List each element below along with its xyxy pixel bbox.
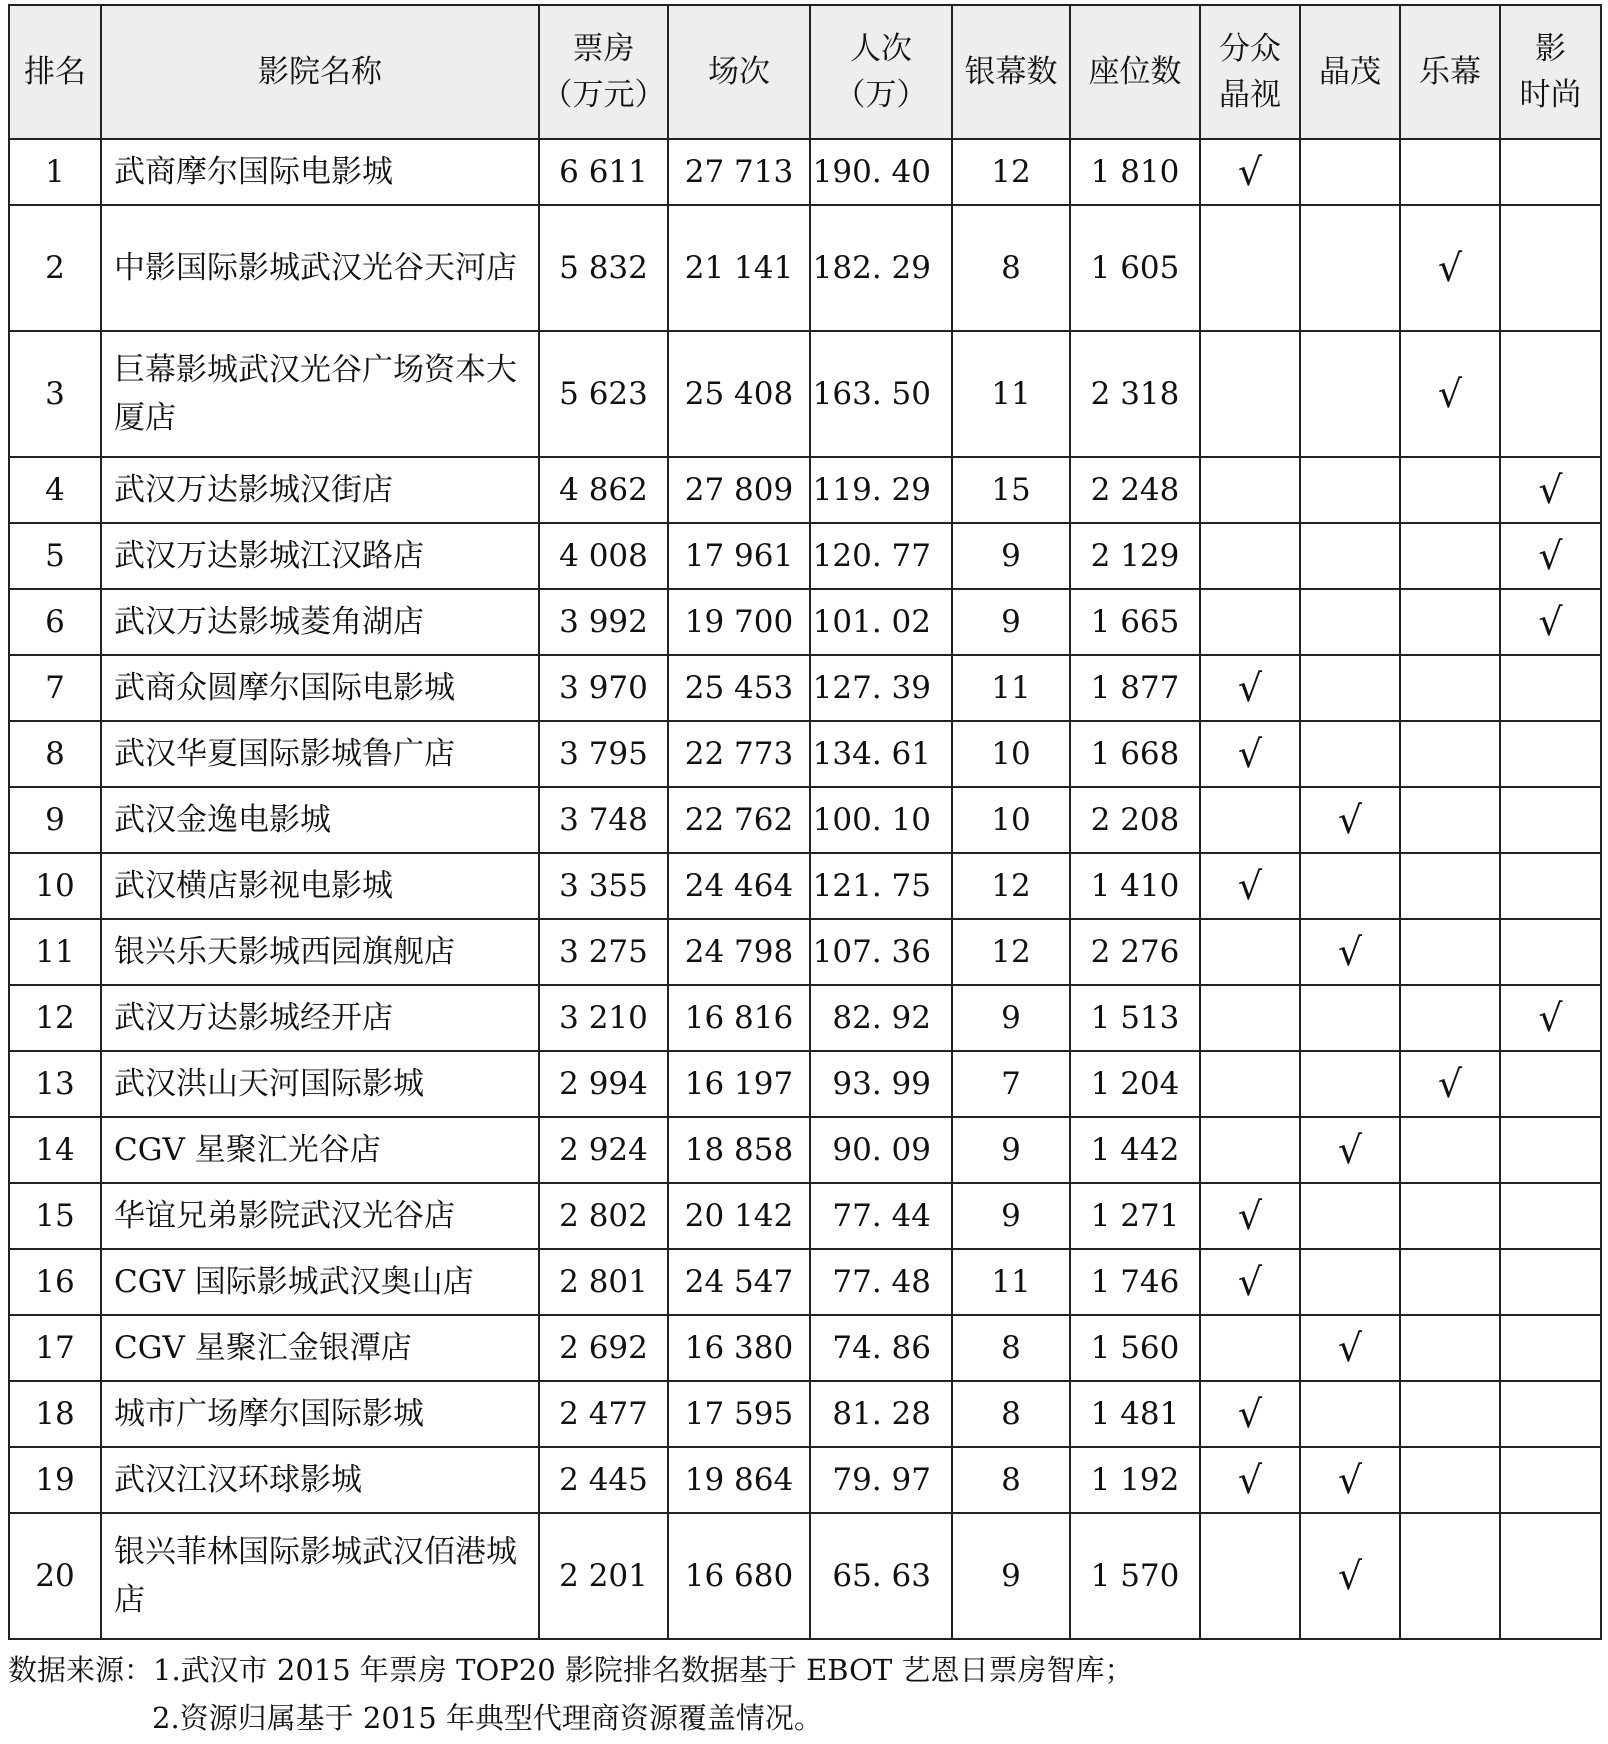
- cell-lemu-mark: [1400, 1315, 1500, 1381]
- cell-cinema-name: 武汉洪山天河国际影城: [101, 1051, 539, 1117]
- cell-shows: 21 141: [668, 205, 810, 331]
- cell-box-office: 6 611: [539, 139, 668, 205]
- cell-yingshishang-mark: [1500, 1051, 1601, 1117]
- admissions-value: 81. 28: [832, 1396, 931, 1432]
- cell-cinema-name: 武汉横店影视电影城: [101, 853, 539, 919]
- cell-cinema-name: 武商摩尔国际电影城: [101, 139, 539, 205]
- cell-box-office: 2 924: [539, 1117, 668, 1183]
- cell-cinema-name: 银兴乐天影城西园旗舰店: [101, 919, 539, 985]
- cell-screens: 9: [952, 1513, 1070, 1639]
- cell-admissions: [810, 1447, 952, 1513]
- table-row: [9, 853, 1601, 919]
- admissions-value: 79. 97: [832, 1462, 931, 1498]
- cell-rank: 18: [9, 1381, 101, 1447]
- table-row: [9, 1381, 1601, 1447]
- cell-box-office: 2 201: [539, 1513, 668, 1639]
- cell-screens: 11: [952, 655, 1070, 721]
- cell-lemu-mark: [1400, 787, 1500, 853]
- cell-screens: 9: [952, 1117, 1070, 1183]
- source-note: [8, 1646, 1600, 1742]
- admissions-value: 182. 29: [812, 250, 931, 286]
- cell-box-office: 2 801: [539, 1249, 668, 1315]
- cell-jingmao-mark: [1300, 1183, 1400, 1249]
- cell-cinema-name: CGV 星聚汇金银潭店: [101, 1315, 539, 1381]
- cell-rank: 13: [9, 1051, 101, 1117]
- cell-admissions: [810, 787, 952, 853]
- cell-lemu-mark: [1400, 1513, 1500, 1639]
- cell-rank: 9: [9, 787, 101, 853]
- cell-screens: 8: [952, 205, 1070, 331]
- cell-seats: 2 276: [1070, 919, 1200, 985]
- cell-fenzhong-mark: [1200, 1051, 1300, 1117]
- cell-jingmao-mark: [1300, 1051, 1400, 1117]
- cell-lemu-mark: [1400, 523, 1500, 589]
- table-row: [9, 1051, 1601, 1117]
- cell-box-office: 2 445: [539, 1447, 668, 1513]
- header-yingshishang: 影 时尚: [1500, 5, 1601, 139]
- cell-shows: 16 380: [668, 1315, 810, 1381]
- table-row: [9, 331, 1601, 457]
- cell-shows: 19 700: [668, 589, 810, 655]
- cell-admissions: [810, 655, 952, 721]
- cell-rank: 1: [9, 139, 101, 205]
- cell-jingmao-mark: [1300, 331, 1400, 457]
- cell-fenzhong-mark: √: [1200, 1183, 1300, 1249]
- table-body: [9, 139, 1601, 1639]
- cell-screens: 11: [952, 331, 1070, 457]
- cell-rank: 3: [9, 331, 101, 457]
- cell-shows: 22 762: [668, 787, 810, 853]
- cell-admissions: [810, 1381, 952, 1447]
- cell-fenzhong-mark: [1200, 523, 1300, 589]
- cell-fenzhong-mark: [1200, 331, 1300, 457]
- admissions-value: 120. 77: [812, 538, 931, 574]
- cell-cinema-name: 中影国际影城武汉光谷天河店: [101, 205, 539, 331]
- cell-admissions: [810, 331, 952, 457]
- cell-jingmao-mark: [1300, 589, 1400, 655]
- cell-admissions: [810, 523, 952, 589]
- cell-admissions: [810, 1117, 952, 1183]
- cell-screens: 8: [952, 1447, 1070, 1513]
- cell-yingshishang-mark: [1500, 1117, 1601, 1183]
- cell-shows: 17 595: [668, 1381, 810, 1447]
- table-row: [9, 1315, 1601, 1381]
- cell-shows: 16 197: [668, 1051, 810, 1117]
- table-row: [9, 985, 1601, 1051]
- cell-seats: 1 442: [1070, 1117, 1200, 1183]
- cell-jingmao-mark: √: [1300, 787, 1400, 853]
- cell-seats: 2 129: [1070, 523, 1200, 589]
- cell-yingshishang-mark: √: [1500, 457, 1601, 523]
- header-jingmao: 晶茂: [1300, 5, 1400, 139]
- admissions-value: 190. 40: [812, 154, 931, 190]
- cell-shows: 17 961: [668, 523, 810, 589]
- header-lemu: 乐幕: [1400, 5, 1500, 139]
- cell-rank: 20: [9, 1513, 101, 1639]
- table-row: [9, 919, 1601, 985]
- header-shows: 场次: [668, 5, 810, 139]
- cell-cinema-name: 武汉华夏国际影城鲁广店: [101, 721, 539, 787]
- admissions-value: 121. 75: [812, 868, 931, 904]
- cell-jingmao-mark: [1300, 1381, 1400, 1447]
- cell-shows: 16 680: [668, 1513, 810, 1639]
- cell-fenzhong-mark: √: [1200, 1381, 1300, 1447]
- cell-yingshishang-mark: [1500, 1513, 1601, 1639]
- cell-screens: 12: [952, 139, 1070, 205]
- cell-jingmao-mark: √: [1300, 1447, 1400, 1513]
- cell-cinema-name: 银兴菲林国际影城武汉佰港城店: [101, 1513, 539, 1639]
- cell-admissions: [810, 1051, 952, 1117]
- cell-jingmao-mark: [1300, 985, 1400, 1051]
- cell-yingshishang-mark: [1500, 787, 1601, 853]
- cell-jingmao-mark: [1300, 205, 1400, 331]
- table-row: [9, 1183, 1601, 1249]
- cell-rank: 5: [9, 523, 101, 589]
- header-admissions: 人次 （万）: [810, 5, 952, 139]
- admissions-value: 107. 36: [812, 934, 931, 970]
- cell-shows: 24 464: [668, 853, 810, 919]
- cell-admissions: [810, 1249, 952, 1315]
- cell-box-office: 5 832: [539, 205, 668, 331]
- cell-cinema-name: 武汉万达影城经开店: [101, 985, 539, 1051]
- admissions-value: 77. 44: [832, 1198, 931, 1234]
- cell-lemu-mark: [1400, 589, 1500, 655]
- cell-admissions: [810, 721, 952, 787]
- cell-box-office: 3 992: [539, 589, 668, 655]
- cell-lemu-mark: [1400, 721, 1500, 787]
- cell-box-office: 4 862: [539, 457, 668, 523]
- cell-fenzhong-mark: √: [1200, 139, 1300, 205]
- cell-box-office: 4 008: [539, 523, 668, 589]
- cell-seats: 1 810: [1070, 139, 1200, 205]
- cell-rank: 6: [9, 589, 101, 655]
- table-row: [9, 787, 1601, 853]
- cell-jingmao-mark: √: [1300, 1117, 1400, 1183]
- cell-fenzhong-mark: √: [1200, 655, 1300, 721]
- cell-box-office: 3 355: [539, 853, 668, 919]
- table-row: [9, 523, 1601, 589]
- cell-lemu-mark: [1400, 985, 1500, 1051]
- cell-rank: 15: [9, 1183, 101, 1249]
- cell-jingmao-mark: √: [1300, 1315, 1400, 1381]
- cell-box-office: 3 210: [539, 985, 668, 1051]
- cell-yingshishang-mark: [1500, 139, 1601, 205]
- cell-fenzhong-mark: [1200, 985, 1300, 1051]
- cell-rank: 11: [9, 919, 101, 985]
- header-rank: 排名: [9, 5, 101, 139]
- admissions-value: 101. 02: [812, 604, 931, 640]
- cell-shows: 18 858: [668, 1117, 810, 1183]
- document: [8, 4, 1600, 1742]
- admissions-value: 100. 10: [812, 802, 931, 838]
- cell-shows: 24 547: [668, 1249, 810, 1315]
- table-row: [9, 1447, 1601, 1513]
- cell-screens: 9: [952, 1183, 1070, 1249]
- table-row: [9, 589, 1601, 655]
- table-row: [9, 139, 1601, 205]
- cell-yingshishang-mark: √: [1500, 589, 1601, 655]
- cell-yingshishang-mark: [1500, 1447, 1601, 1513]
- cell-yingshishang-mark: [1500, 205, 1601, 331]
- cinema-ranking-table: [8, 4, 1602, 1640]
- cell-yingshishang-mark: [1500, 1249, 1601, 1315]
- admissions-value: 74. 86: [832, 1330, 931, 1366]
- cell-yingshishang-mark: √: [1500, 523, 1601, 589]
- cell-screens: 9: [952, 985, 1070, 1051]
- cell-rank: 4: [9, 457, 101, 523]
- cell-lemu-mark: [1400, 1183, 1500, 1249]
- cell-seats: 1 481: [1070, 1381, 1200, 1447]
- cell-lemu-mark: [1400, 1117, 1500, 1183]
- cell-seats: 1 192: [1070, 1447, 1200, 1513]
- cell-jingmao-mark: [1300, 1249, 1400, 1315]
- cell-seats: 1 877: [1070, 655, 1200, 721]
- cell-admissions: [810, 1513, 952, 1639]
- cell-admissions: [810, 985, 952, 1051]
- admissions-value: 90. 09: [832, 1132, 931, 1168]
- cell-seats: 1 271: [1070, 1183, 1200, 1249]
- cell-admissions: [810, 457, 952, 523]
- cell-lemu-mark: [1400, 919, 1500, 985]
- cell-jingmao-mark: [1300, 139, 1400, 205]
- cell-screens: 10: [952, 721, 1070, 787]
- cell-screens: 7: [952, 1051, 1070, 1117]
- cell-lemu-mark: [1400, 139, 1500, 205]
- cell-rank: 17: [9, 1315, 101, 1381]
- cell-box-office: 5 623: [539, 331, 668, 457]
- cell-box-office: 3 748: [539, 787, 668, 853]
- cell-screens: 9: [952, 589, 1070, 655]
- cell-seats: 1 605: [1070, 205, 1200, 331]
- cell-cinema-name: CGV 国际影城武汉奥山店: [101, 1249, 539, 1315]
- cell-fenzhong-mark: [1200, 787, 1300, 853]
- cell-yingshishang-mark: [1500, 919, 1601, 985]
- table-row: [9, 721, 1601, 787]
- cell-shows: 22 773: [668, 721, 810, 787]
- cell-seats: 2 248: [1070, 457, 1200, 523]
- cell-admissions: [810, 589, 952, 655]
- cell-shows: 16 816: [668, 985, 810, 1051]
- cell-seats: 1 560: [1070, 1315, 1200, 1381]
- cell-cinema-name: 武汉万达影城汉街店: [101, 457, 539, 523]
- table-row: [9, 1117, 1601, 1183]
- cell-fenzhong-mark: √: [1200, 721, 1300, 787]
- cell-cinema-name: CGV 星聚汇光谷店: [101, 1117, 539, 1183]
- cell-fenzhong-mark: √: [1200, 1249, 1300, 1315]
- cell-jingmao-mark: [1300, 655, 1400, 721]
- cell-yingshishang-mark: [1500, 721, 1601, 787]
- cell-cinema-name: 武汉江汉环球影城: [101, 1447, 539, 1513]
- header-box-office: 票房 （万元）: [539, 5, 668, 139]
- cell-fenzhong-mark: √: [1200, 853, 1300, 919]
- table-row: [9, 1513, 1601, 1639]
- cell-rank: 19: [9, 1447, 101, 1513]
- cell-seats: 1 204: [1070, 1051, 1200, 1117]
- admissions-value: 77. 48: [832, 1264, 931, 1300]
- cell-jingmao-mark: [1300, 523, 1400, 589]
- cell-seats: 1 410: [1070, 853, 1200, 919]
- cell-cinema-name: 武汉万达影城菱角湖店: [101, 589, 539, 655]
- cell-lemu-mark: [1400, 1447, 1500, 1513]
- cell-box-office: 2 477: [539, 1381, 668, 1447]
- cell-screens: 8: [952, 1381, 1070, 1447]
- cell-box-office: 3 795: [539, 721, 668, 787]
- cell-rank: 2: [9, 205, 101, 331]
- cell-box-office: 2 802: [539, 1183, 668, 1249]
- cell-cinema-name: 城市广场摩尔国际影城: [101, 1381, 539, 1447]
- cell-lemu-mark: [1400, 853, 1500, 919]
- cell-seats: 1 665: [1070, 589, 1200, 655]
- cell-box-office: 3 275: [539, 919, 668, 985]
- admissions-value: 127. 39: [812, 670, 931, 706]
- cell-rank: 12: [9, 985, 101, 1051]
- cell-rank: 7: [9, 655, 101, 721]
- admissions-value: 93. 99: [832, 1066, 931, 1102]
- cell-yingshishang-mark: √: [1500, 985, 1601, 1051]
- admissions-value: 134. 61: [812, 736, 931, 772]
- cell-yingshishang-mark: [1500, 331, 1601, 457]
- cell-cinema-name: 武汉万达影城江汉路店: [101, 523, 539, 589]
- cell-box-office: 2 994: [539, 1051, 668, 1117]
- cell-jingmao-mark: [1300, 457, 1400, 523]
- header-screens: 银幕数: [952, 5, 1070, 139]
- cell-jingmao-mark: [1300, 853, 1400, 919]
- cell-shows: 27 809: [668, 457, 810, 523]
- cell-jingmao-mark: [1300, 721, 1400, 787]
- cell-cinema-name: 华谊兄弟影院武汉光谷店: [101, 1183, 539, 1249]
- cell-yingshishang-mark: [1500, 655, 1601, 721]
- cell-yingshishang-mark: [1500, 1183, 1601, 1249]
- cell-fenzhong-mark: √: [1200, 1447, 1300, 1513]
- cell-admissions: [810, 205, 952, 331]
- cell-screens: 12: [952, 853, 1070, 919]
- table-row: [9, 655, 1601, 721]
- cell-fenzhong-mark: [1200, 1513, 1300, 1639]
- cell-yingshishang-mark: [1500, 1315, 1601, 1381]
- cell-shows: 27 713: [668, 139, 810, 205]
- header-cinema-name: 影院名称: [101, 5, 539, 139]
- admissions-value: 65. 63: [832, 1558, 931, 1594]
- cell-admissions: [810, 919, 952, 985]
- cell-shows: 24 798: [668, 919, 810, 985]
- table-row: [9, 1249, 1601, 1315]
- cell-fenzhong-mark: [1200, 1315, 1300, 1381]
- cell-screens: 8: [952, 1315, 1070, 1381]
- header-fenzhong: 分众 晶视: [1200, 5, 1300, 139]
- cell-rank: 10: [9, 853, 101, 919]
- admissions-value: 82. 92: [832, 1000, 931, 1036]
- cell-rank: 14: [9, 1117, 101, 1183]
- cell-fenzhong-mark: [1200, 919, 1300, 985]
- source-note-line-1: 数据来源：1.武汉市 2015 年票房 TOP20 影院排名数据基于 EBOT 艺恩日票房智库；: [8, 1653, 1134, 1687]
- cell-seats: 1 513: [1070, 985, 1200, 1051]
- cell-shows: 25 408: [668, 331, 810, 457]
- cell-admissions: [810, 853, 952, 919]
- cell-seats: 1 746: [1070, 1249, 1200, 1315]
- cell-screens: 11: [952, 1249, 1070, 1315]
- admissions-value: 163. 50: [812, 376, 931, 412]
- cell-jingmao-mark: √: [1300, 1513, 1400, 1639]
- cell-fenzhong-mark: [1200, 1117, 1300, 1183]
- cell-screens: 10: [952, 787, 1070, 853]
- cell-lemu-mark: [1400, 457, 1500, 523]
- cell-yingshishang-mark: [1500, 1381, 1601, 1447]
- cell-yingshishang-mark: [1500, 853, 1601, 919]
- cell-cinema-name: 武汉金逸电影城: [101, 787, 539, 853]
- admissions-value: 119. 29: [812, 472, 931, 508]
- cell-screens: 15: [952, 457, 1070, 523]
- cell-seats: 1 668: [1070, 721, 1200, 787]
- cell-seats: 2 318: [1070, 331, 1200, 457]
- table-row: [9, 205, 1601, 331]
- cell-shows: 20 142: [668, 1183, 810, 1249]
- cell-shows: 25 453: [668, 655, 810, 721]
- cell-admissions: [810, 1315, 952, 1381]
- cell-seats: 1 570: [1070, 1513, 1200, 1639]
- cell-lemu-mark: [1400, 1381, 1500, 1447]
- cell-lemu-mark: √: [1400, 205, 1500, 331]
- cell-fenzhong-mark: [1200, 589, 1300, 655]
- cell-screens: 9: [952, 523, 1070, 589]
- header-row: [9, 5, 1601, 139]
- cell-box-office: 3 970: [539, 655, 668, 721]
- cell-admissions: [810, 139, 952, 205]
- cell-fenzhong-mark: [1200, 205, 1300, 331]
- cell-box-office: 2 692: [539, 1315, 668, 1381]
- cell-lemu-mark: [1400, 655, 1500, 721]
- cell-jingmao-mark: √: [1300, 919, 1400, 985]
- cell-cinema-name: 巨幕影城武汉光谷广场资本大厦店: [101, 331, 539, 457]
- cell-rank: 16: [9, 1249, 101, 1315]
- cell-seats: 2 208: [1070, 787, 1200, 853]
- cell-fenzhong-mark: [1200, 457, 1300, 523]
- cell-screens: 12: [952, 919, 1070, 985]
- cell-admissions: [810, 1183, 952, 1249]
- source-note-line-2: 2.资源归属基于 2015 年典型代理商资源覆盖情况。: [152, 1701, 823, 1735]
- cell-rank: 8: [9, 721, 101, 787]
- cell-shows: 19 864: [668, 1447, 810, 1513]
- cell-lemu-mark: √: [1400, 1051, 1500, 1117]
- table-row: [9, 457, 1601, 523]
- cell-lemu-mark: [1400, 1249, 1500, 1315]
- cell-cinema-name: 武商众圆摩尔国际电影城: [101, 655, 539, 721]
- cell-lemu-mark: √: [1400, 331, 1500, 457]
- header-seats: 座位数: [1070, 5, 1200, 139]
